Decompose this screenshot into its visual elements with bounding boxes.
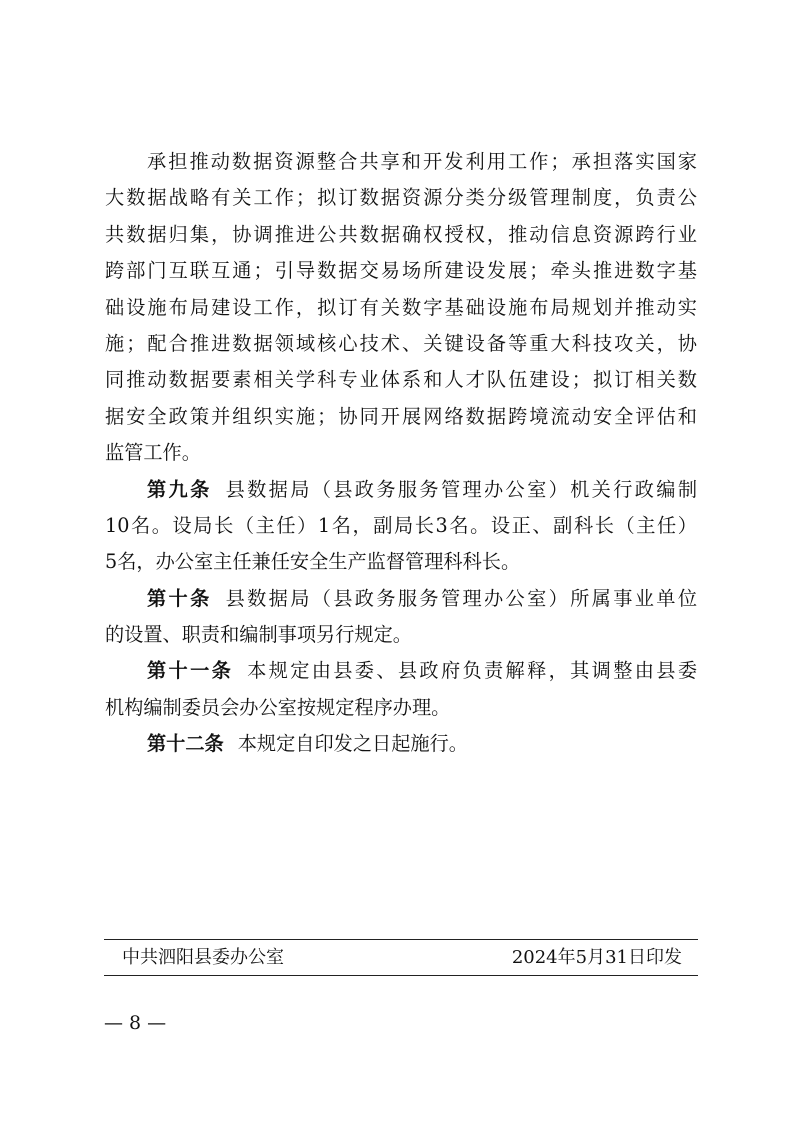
- article-10-text: 县数据局（县政务服务管理办公室）所属事业单位: [225, 586, 698, 610]
- document-body: [105, 144, 697, 763]
- issuer-name: 中共泗阳县委办公室: [122, 947, 284, 968]
- article-11-line: 机构编制委员会办公室按规定程序办理。: [105, 695, 451, 719]
- article-12: [105, 726, 697, 762]
- article-9-label: 第九条: [147, 477, 212, 501]
- article-10-line: 的设置、职责和编制事项另行规定。: [105, 623, 412, 647]
- article-9-line: 10名。设局长（主任）1名，副局长3名。设正、副科长（主任）: [105, 513, 697, 537]
- footer-bottom-rule: [104, 975, 698, 976]
- duties-line: 跨部门互联互通；引导数据交易场所建设发展；牵头推进数字基: [105, 259, 697, 283]
- article-9-line: [105, 472, 697, 508]
- duties-line: 础设施布局建设工作，拟订有关数字基础设施布局规划并推动实: [105, 295, 697, 319]
- page-number: — 8 —: [104, 1012, 167, 1034]
- article-11-line: [105, 653, 697, 689]
- issue-date: 2024年5月31日印发: [511, 947, 682, 968]
- article-11-text: 本规定由县委、县政府负责解释，其调整由县委: [247, 659, 698, 683]
- article-12-label: 第十二条: [147, 732, 224, 756]
- footer-imprint: [122, 945, 682, 971]
- duties-line: 施；配合推进数据领域核心技术、关键设备等重大科技攻关，协: [105, 331, 697, 355]
- article-10-label: 第十条: [147, 586, 212, 610]
- article-10-line: [105, 581, 697, 617]
- duties-line: 大数据战略有关工作；拟订数据资源分类分级管理制度，负责公: [105, 186, 697, 210]
- duties-line: 据安全政策并组织实施；协同开展网络数据跨境流动安全评估和: [105, 404, 697, 428]
- article-9-text: 县数据局（县政务服务管理办公室）机关行政编制: [225, 477, 698, 501]
- duties-line: 同推动数据要素相关学科专业体系和人才队伍建设；拟订相关数: [105, 368, 697, 392]
- duties-paragraph: [105, 144, 697, 472]
- duties-line: 共数据归集，协调推进公共数据确权授权，推动信息资源跨行业: [105, 222, 697, 246]
- article-10: [105, 581, 697, 654]
- article-12-text: 本规定自印发之日起施行。: [237, 732, 468, 756]
- duties-line: 承担推动数据资源整合共享和开发利用工作；承担落实国家: [147, 150, 697, 173]
- article-11-label: 第十一条: [147, 659, 234, 683]
- footer-top-rule: [104, 939, 698, 940]
- article-11: [105, 653, 697, 726]
- article-9-line: 5名，办公室主任兼任安全生产监督管理科科长。: [105, 550, 521, 574]
- article-12-line: [105, 726, 697, 762]
- article-9: [105, 472, 697, 581]
- duties-line: 监管工作。: [105, 441, 201, 465]
